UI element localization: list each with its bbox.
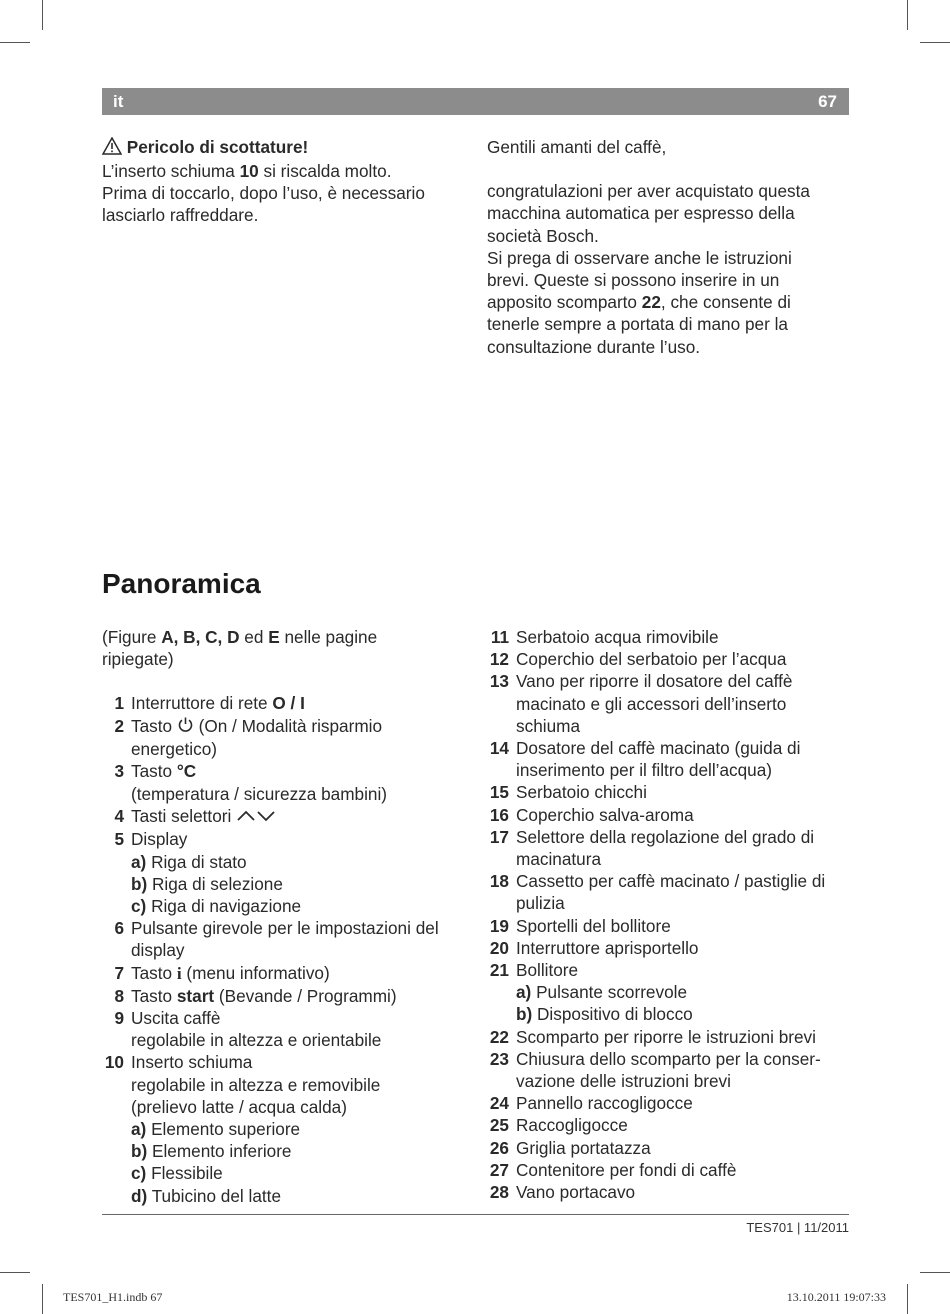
overview-right-column (487, 626, 849, 1203)
warning-line: lasciarlo raffreddare. (102, 205, 259, 226)
item-number: 22 (489, 1026, 509, 1047)
crop-mark (0, 42, 30, 43)
list-item (487, 670, 849, 737)
item-text: Serbatoio acqua rimovibile (516, 627, 719, 647)
item-number: 14 (489, 738, 509, 759)
warning-block (102, 136, 472, 227)
item-number: 18 (489, 871, 509, 892)
intro-text: , che consente di (660, 292, 791, 313)
sub-label: b) (131, 873, 148, 894)
item-number: 17 (489, 826, 509, 847)
item-number: 28 (489, 1182, 509, 1203)
list-item (102, 715, 472, 761)
item-text: Sportelli del bollitore (516, 915, 671, 936)
print-slug-file: TES701_H1.indb 67 (63, 1290, 163, 1304)
item-text: (temperatura / sicurezza bambini) (131, 783, 387, 804)
list-item (487, 959, 849, 1026)
intro-line: tenerle sempre a portata di mano per la (487, 314, 788, 335)
item-text: regolabile in altezza e removibile (131, 1074, 381, 1095)
item-text: regolabile in altezza e orientabile (131, 1030, 382, 1051)
print-slug-timestamp: 13.10.2011 19:07:33 (786, 1290, 886, 1304)
item-number: 19 (489, 915, 509, 936)
sub-item (131, 852, 247, 872)
intro-line: macchina automatica per espresso della (487, 203, 795, 224)
figures-note (102, 626, 472, 648)
item-text: macinato e gli accessori dell’inserto (516, 693, 787, 714)
part-number: 22 (641, 292, 661, 313)
crop-mark (0, 1272, 30, 1273)
sub-item (131, 874, 283, 894)
list-item (487, 648, 849, 670)
warning-triangle-icon (102, 137, 122, 160)
item-text: Pannello raccogligocce (516, 1093, 693, 1114)
sub-item (131, 1119, 300, 1139)
sub-text: Riga di stato (146, 851, 247, 872)
item-bold: °C (176, 761, 197, 782)
item-text: Tasto (131, 985, 177, 1006)
info-icon: i (176, 963, 182, 983)
item-text: Tasto (131, 761, 177, 782)
list-item (487, 915, 849, 937)
item-number: 1 (114, 693, 124, 714)
list-item (487, 737, 849, 781)
item-text: Coperchio salva-aroma (516, 804, 694, 825)
language-code: it (113, 92, 124, 111)
intro-line: società Bosch. (487, 225, 599, 246)
list-item (487, 1159, 849, 1181)
sub-text: Elemento inferiore (147, 1141, 292, 1162)
list-item (487, 1092, 849, 1114)
note-text: nelle pagine (279, 627, 378, 647)
list-item (487, 1048, 849, 1092)
list-item (487, 781, 849, 803)
list-item (102, 692, 472, 714)
item-text: schiuma (516, 715, 580, 736)
intro-line: consultazione durante l’uso. (487, 336, 701, 357)
item-number: 16 (489, 804, 509, 825)
item-text: energetico) (131, 739, 217, 760)
item-text: (menu informativo) (181, 962, 330, 983)
sub-item (131, 896, 301, 916)
sub-item (131, 1141, 292, 1161)
item-number: 25 (489, 1115, 509, 1136)
item-number: 15 (489, 782, 509, 803)
intro-text: apposito scomparto (487, 292, 642, 313)
item-number: 8 (114, 985, 124, 1006)
item-text: Uscita caffè (131, 1007, 221, 1028)
item-text: Griglia portatazza (516, 1137, 651, 1158)
greeting: Gentili amanti del caffè, (487, 137, 667, 157)
item-number: 24 (489, 1093, 509, 1114)
sub-text: Tubicino del latte (147, 1185, 281, 1206)
sub-label: c) (131, 895, 147, 916)
item-number: 2 (114, 715, 124, 736)
crop-mark (920, 1272, 950, 1273)
crop-mark (907, 1284, 908, 1314)
chevron-up-icon (236, 806, 256, 828)
item-number: 13 (489, 671, 509, 692)
list-item (487, 1114, 849, 1136)
item-number: 23 (489, 1048, 509, 1069)
warning-line (102, 160, 472, 182)
item-text: macinatura (516, 849, 602, 870)
item-text: Bollitore (516, 960, 579, 981)
item-text: Scomparto per riporre le istruzioni brevi (516, 1026, 816, 1047)
list-item (102, 962, 472, 985)
item-text: Raccogligocce (516, 1115, 628, 1136)
item-text: vazione delle istruzioni brevi (516, 1071, 731, 1092)
note-text: (Figure (102, 627, 162, 647)
list-item (487, 804, 849, 826)
item-text: (Bevande / Programmi) (214, 985, 397, 1006)
list-item (487, 1026, 849, 1048)
part-number: 10 (239, 161, 259, 182)
item-text: inserimento per il filtro dell’acqua) (516, 760, 773, 781)
item-text: display (131, 940, 185, 961)
sub-text: Pulsante scorrevole (531, 982, 688, 1003)
item-text: Display (131, 829, 188, 850)
sub-text: Riga di selezione (147, 873, 283, 894)
warning-text: L’inserto schiuma (102, 161, 240, 182)
item-number: 26 (489, 1137, 509, 1158)
overview-left-column (102, 626, 472, 1207)
sub-text: Riga di navigazione (146, 895, 302, 916)
item-text: (prelievo latte / acqua calda) (131, 1096, 347, 1117)
item-text: Pulsante girevole per le impostazioni del (131, 918, 439, 939)
warning-line: Prima di toccarlo, dopo l’uso, è necessario (102, 183, 425, 204)
sub-label: d) (131, 1185, 148, 1206)
item-bold: start (176, 985, 215, 1006)
item-text: Selettore della regolazione del grado di (516, 826, 815, 847)
crop-mark (42, 1284, 43, 1314)
item-text: Interruttore aprisportello (516, 937, 699, 958)
crop-mark (920, 42, 950, 43)
sub-item (131, 1163, 223, 1183)
item-number: 21 (489, 960, 509, 981)
list-item (487, 870, 849, 914)
list-item (487, 1137, 849, 1159)
sub-label: a) (516, 982, 532, 1003)
sub-text: Dispositivo di blocco (532, 1004, 693, 1025)
footer-model-date: TES701 | 11/2011 (746, 1220, 849, 1235)
item-number: 9 (114, 1007, 124, 1028)
note-text: ed (239, 627, 269, 647)
item-number: 11 (490, 627, 509, 647)
item-number: 3 (114, 761, 124, 782)
item-text: (On / Modalità risparmio (193, 715, 383, 736)
sub-label: b) (131, 1141, 148, 1162)
item-text: Chiusura dello scomparto per la conser- (516, 1048, 821, 1069)
item-text: Inserto schiuma (131, 1052, 253, 1073)
section-title: Panoramica (102, 568, 261, 599)
sub-text: Flessibile (146, 1163, 223, 1184)
figures-note-line2: ripiegate) (102, 649, 174, 670)
item-text: Tasto (131, 715, 177, 736)
crop-mark (907, 0, 908, 30)
item-text: Vano per riporre il dosatore del caffè (516, 671, 793, 692)
item-number: 5 (114, 829, 124, 850)
item-text: Coperchio del serbatoio per l’acqua (516, 649, 787, 670)
list-item (487, 626, 849, 648)
list-item (102, 985, 472, 1007)
item-text: Dosatore del caffè macinato (guida di (516, 738, 801, 759)
item-number: 12 (489, 649, 509, 670)
item-text: Interruttore di rete (131, 693, 273, 714)
figure-letters: A, B, C, D (161, 627, 240, 647)
sub-label: a) (131, 851, 147, 872)
sub-label: a) (131, 1118, 147, 1139)
intro-block (487, 136, 849, 358)
list-item (102, 917, 472, 961)
list-item (487, 826, 849, 870)
page-header-bar (102, 88, 849, 115)
list-item (102, 1007, 472, 1051)
page-number: 67 (818, 92, 837, 111)
item-bold: O / I (272, 693, 305, 714)
intro-line: Si prega di osservare anche le istruzioni (487, 247, 792, 268)
sub-item (131, 1186, 281, 1206)
footer-divider (102, 1214, 849, 1215)
sub-text: Elemento superiore (146, 1118, 301, 1139)
item-text: Tasti selettori (131, 805, 237, 826)
intro-line: brevi. Queste si possono inserire in un (487, 270, 780, 291)
item-number: 27 (489, 1159, 509, 1180)
item-text: Contenitore per fondi di caffè (516, 1159, 737, 1180)
item-number: 6 (114, 918, 124, 939)
item-text: Serbatoio chicchi (516, 782, 647, 803)
item-number: 4 (114, 805, 124, 826)
list-item (487, 937, 849, 959)
warning-text: si riscalda molto. (258, 161, 392, 182)
warning-title: Pericolo di scottature! (126, 137, 309, 157)
chevron-down-icon (256, 806, 276, 828)
item-number: 20 (489, 937, 509, 958)
sub-label: b) (516, 1004, 533, 1025)
list-item (102, 1051, 472, 1206)
item-text: Cassetto per caffè macinato / pastiglie di (516, 871, 826, 892)
list-item (102, 760, 472, 804)
item-number: 7 (114, 962, 124, 983)
item-text: Vano portacavo (516, 1182, 636, 1203)
item-text: Tasto (131, 962, 177, 983)
list-item (102, 805, 472, 829)
sub-item (516, 982, 687, 1002)
item-number: 10 (104, 1052, 124, 1073)
list-item (102, 828, 472, 917)
intro-line: congratulazioni per aver acquistato questa (487, 181, 810, 202)
list-item (487, 1181, 849, 1203)
item-text: pulizia (516, 893, 565, 914)
crop-mark (42, 0, 43, 30)
sub-item (516, 1004, 693, 1024)
figure-letters: E (268, 627, 280, 647)
power-icon (177, 716, 194, 738)
sub-label: c) (131, 1163, 147, 1184)
intro-line (487, 291, 849, 313)
